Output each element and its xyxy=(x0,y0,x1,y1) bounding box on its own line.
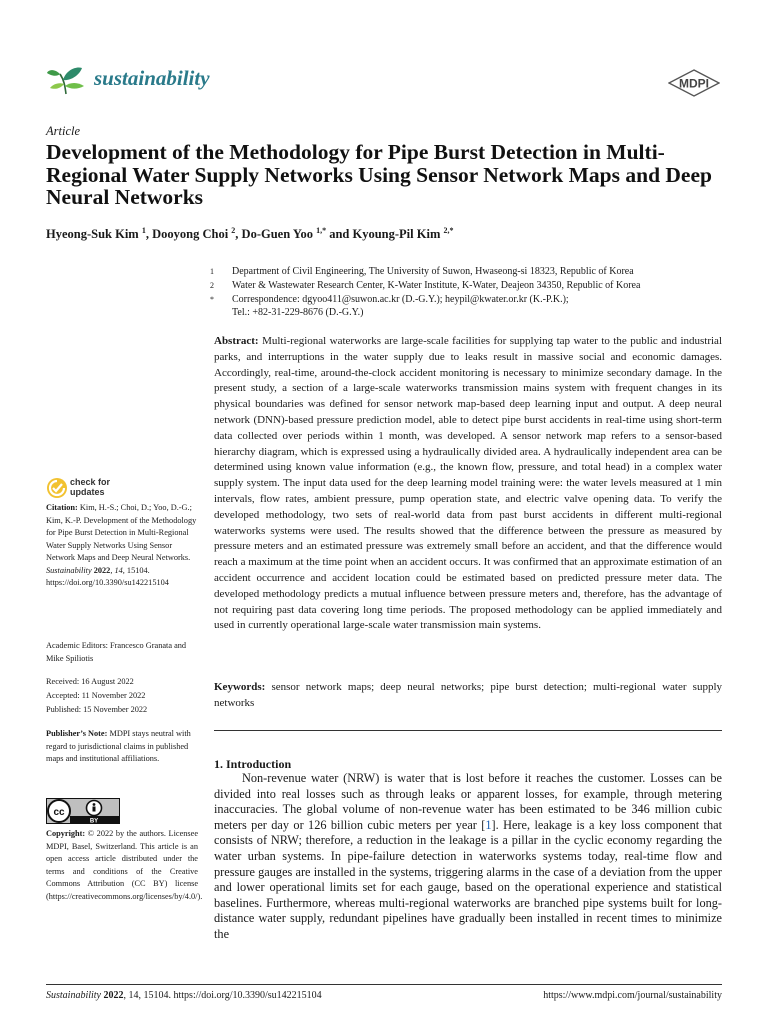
citation-journal: Sustainability xyxy=(46,565,92,575)
introduction-text xyxy=(214,771,722,943)
accepted-date: Accepted: 11 November 2022 xyxy=(46,691,146,700)
check-for-updates-icon[interactable] xyxy=(46,477,68,499)
footer-citation xyxy=(46,990,322,1001)
svg-text:cc: cc xyxy=(53,807,65,818)
intro-text-a: Non-revenue water (NRW) is water that is lost before it reaches the customer. Losses can be divided into real losses such as through leaks or apparent losses, for example, through metering inaccuracies. The global volume of non-revenue water has been estimated to be 346 million cubic meters per day or 126 billion cubic meters per year [ xyxy=(214,771,722,832)
affiliation-mark: 2 xyxy=(210,281,214,290)
mdpi-logo-icon xyxy=(668,69,720,97)
check-line-1: check for xyxy=(70,477,111,487)
svg-text:BY: BY xyxy=(89,818,99,824)
affiliation-text: Department of Civil Engineering, The University of Suwon, Hwaseong-si 18323, Republic of Korea xyxy=(232,266,634,277)
abstract xyxy=(214,334,722,634)
section-heading: 1. Introduction xyxy=(214,757,292,771)
author-affil-mark: 1,* xyxy=(316,226,327,235)
publishers-note-label: Publisher’s Note: xyxy=(46,729,108,738)
author-affil-mark: 1 xyxy=(141,226,146,235)
citation-block: Citation: Kim, H.-S.; Choi, D.; Yoo, D.-G.; Kim, K.-P. Development of the Methodology for Pipe Burst Detection in Multi-Regional Water Supply Networks Using Sensor Network Maps and Deep Neural Networks. Sustainability 2022, 14, 15104. https://doi.org/10.3390/su142215104 xyxy=(46,503,197,587)
affiliation-mark: * xyxy=(210,295,214,304)
copyright-text: © 2022 by the authors. Licensee MDPI, Basel, Switzerland. This article is an open access article distributed under the terms and conditions of the Creative Commons Attribution (CC BY) license (https://creativecommons.org/licenses/by/4.0/). xyxy=(46,829,203,901)
footer-journal-url[interactable]: https://www.mdpi.com/journal/sustainability xyxy=(543,990,722,1001)
footer-year: 2022 xyxy=(103,990,124,1001)
correspondence-text[interactable]: Correspondence: dgyoo411@suwon.ac.kr (D.-G.Y.); heypil@kwater.or.kr (K.-P.K.); xyxy=(232,294,569,305)
affiliation-mark: 1 xyxy=(210,267,214,276)
affiliation-text: Water & Wastewater Research Center, K-Water Institute, K-Water, Deajeon 34350, Republic of Korea xyxy=(232,280,641,291)
journal-name: sustainability xyxy=(94,66,210,90)
citation-doi[interactable]: 15104. https://doi.org/10.3390/su142215104 xyxy=(46,565,169,587)
author-sep: and xyxy=(326,227,353,242)
intro-text-b: ]. Here, leakage is a key loss component that consists of NRW; therefore, a reduction in the leakage is a pillar in the cyclic economy regarding the water urban systems. In pipe-failure detection in waterworks systems today, real-time flow and pressure gauges are installed in the systems, triggering alarms in the case of a deviation from the upper and lower operational limits set for each gauge, based on the operational experience and statistical baselines. Furthermore, whereas multi-regional waterworks are branched pipe systems built for long-distance water supply, redundant pipelines have gradually been installed in recent times to minimize the xyxy=(214,817,722,941)
article-type: Article xyxy=(46,124,81,138)
author-name[interactable]: Dooyong Choi xyxy=(152,227,229,242)
author-list xyxy=(46,226,736,242)
citation-label: Citation: xyxy=(46,503,78,512)
author-name[interactable]: Do-Guen Yoo xyxy=(241,227,313,242)
citation-volume: 14 xyxy=(114,565,123,575)
svg-text:MDPI: MDPI xyxy=(679,76,709,91)
citation-year: 2022 xyxy=(93,565,111,575)
author-name[interactable]: Kyoung-Pil Kim xyxy=(352,227,441,242)
abstract-label: Abstract: xyxy=(214,335,259,347)
published-date: Published: 15 November 2022 xyxy=(46,705,148,714)
publishers-note-text: MDPI stays neutral with regard to jurisdictional claims in published maps and institutional affiliations. xyxy=(46,729,191,763)
author-sep: , xyxy=(235,227,242,242)
abstract-text: Multi-regional waterworks are large-scale facilities for supplying tap water to the public and industrial parks, and interruptions in the water supply due to leaks result in massive social and economic damages. Accordingly, real-time, around-the-clock accident monitoring is necessary to minimize secondary damage. In the present study, a section of a large-scale waterworks transmission mains system with frequent changes in its physical boundaries was defined for sensor network map-based deep learning input and output. A deep neural network (DNN)-based pressure prediction model, able to detect pipe burst accidents in real-time using short-term data collected over periods within 1 month, was developed. A sensor network map refers to a sensor-based hierarchy diagram, which is expressed using a hydraulically divided area. A hydraulically independent area can be determined using known value information (e.g., the known flow, pressure, and total head) in a complex water supply system. The input data used for the deep learning model training were: the water levels measured at 1 min intervals, flow rates, ambient pressure, pump operation state, and electric valve opening data. To verify the developed methodology, two sets of real-world data from past burst accidents in different multi-regional waterworks systems were used. The results showed that the difference between the pressure as measured by pressure meters and an estimated pressure was extremely small before an accident, and that the difference would reach a maximum at the time point when an accident occurs. It was confirmed that an approximate estimation of an accident occurrence and accident location could be estimated based on predicted pressure meter data. The developed methodology predicts a mutual influence between pressure meters and, therefore, has the advantage of not requiring past data covering long time periods. The proposed methodology can be applied immediately and used in currently operational large-scale water transmission main systems. xyxy=(214,335,723,632)
copyright-block xyxy=(46,828,203,903)
keywords-text: sensor network maps; deep neural networks; pipe burst detection; multi-regional water supply networks xyxy=(214,681,723,709)
section-divider xyxy=(214,730,722,731)
paper-title: Development of the Methodology for Pipe Burst Detection in Multi-Regional Water Supply Networks Using Sensor Network Maps and Deep Neural Networks xyxy=(46,140,712,209)
author-affil-mark: 2,* xyxy=(443,226,454,235)
copyright-label: Copyright: xyxy=(46,829,86,838)
received-date: Received: 16 August 2022 xyxy=(46,677,134,686)
cc-by-license-icon[interactable] xyxy=(46,798,120,824)
publishers-note xyxy=(46,728,198,766)
footer-doi[interactable]: , 14, 15104. https://doi.org/10.3390/su142215104 xyxy=(123,990,322,1001)
author-sep: , xyxy=(145,227,153,242)
author-name[interactable]: Hyeong-Suk Kim xyxy=(46,227,139,242)
academic-editors: Academic Editors: Francesco Granata and Mike Spiliotis xyxy=(46,641,187,663)
author-affil-mark: 2 xyxy=(231,226,236,235)
check-for-updates-label[interactable] xyxy=(70,477,110,497)
telephone-text: Tel.: +82-31-229-8676 (D.-G.Y.) xyxy=(232,307,364,318)
keywords xyxy=(214,680,722,712)
footer-divider xyxy=(46,984,722,985)
citation-text: Kim, H.-S.; Choi, D.; Yoo, D.-G.; Kim, K.-P. Development of the Methodology for Pipe Burst Detection in Multi-Regional Water Supply Networks Using Sensor Network Maps and Deep Neural Networks. xyxy=(46,503,197,562)
sustainability-logo-icon xyxy=(46,64,86,96)
check-line-2: updates xyxy=(70,487,105,497)
footer-journal: Sustainability xyxy=(46,990,101,1001)
keywords-label: Keywords: xyxy=(214,681,266,693)
reference-link[interactable]: 1 xyxy=(485,817,492,832)
